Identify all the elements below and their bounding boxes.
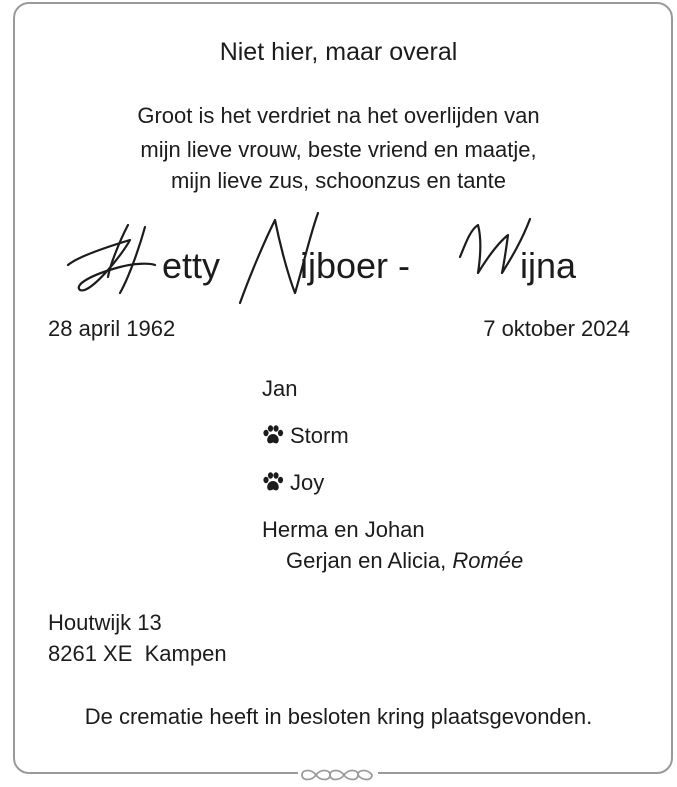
birth-date: 28 april 1962 <box>48 316 176 341</box>
family-siblings: Herma en Johan <box>262 517 425 542</box>
next-gen-child: Romée <box>452 548 524 573</box>
intro-line-1: Groot is het verdriet na het overlijden van <box>137 103 540 128</box>
address-postal-city: 8261 XE Kampen <box>48 641 227 666</box>
family-pet-1 <box>262 423 349 449</box>
heading: Niet hier, maar overal <box>219 38 458 66</box>
intro-line-3: mijn lieve zus, schoonzus en tante <box>170 168 507 193</box>
intro-line-2: mijn lieve vrouw, beste vriend en maatje, <box>140 137 537 162</box>
next-gen-names: Gerjan en Alicia, <box>286 548 447 573</box>
infinity-ornament-icon <box>298 764 378 786</box>
paw-print-icon <box>262 472 284 492</box>
pet-name: Joy <box>290 470 325 495</box>
paw-print-icon <box>262 425 284 445</box>
script-initial-h <box>68 225 155 293</box>
deceased-name <box>60 205 620 315</box>
name-part-last: ijna <box>520 245 577 286</box>
name-part-middle: ijboer - <box>300 245 411 286</box>
address-street: Houtwijk 13 <box>48 610 162 635</box>
pet-name: Storm <box>290 423 349 448</box>
name-part-first: etty <box>162 245 221 286</box>
family-pet-2 <box>262 470 324 496</box>
footer-note: De crematie heeft in besloten kring plaatsgevonden. <box>84 704 593 729</box>
death-date: 7 oktober 2024 <box>483 316 630 341</box>
family-partner: Jan <box>262 376 298 401</box>
family-next-generation <box>286 548 523 574</box>
